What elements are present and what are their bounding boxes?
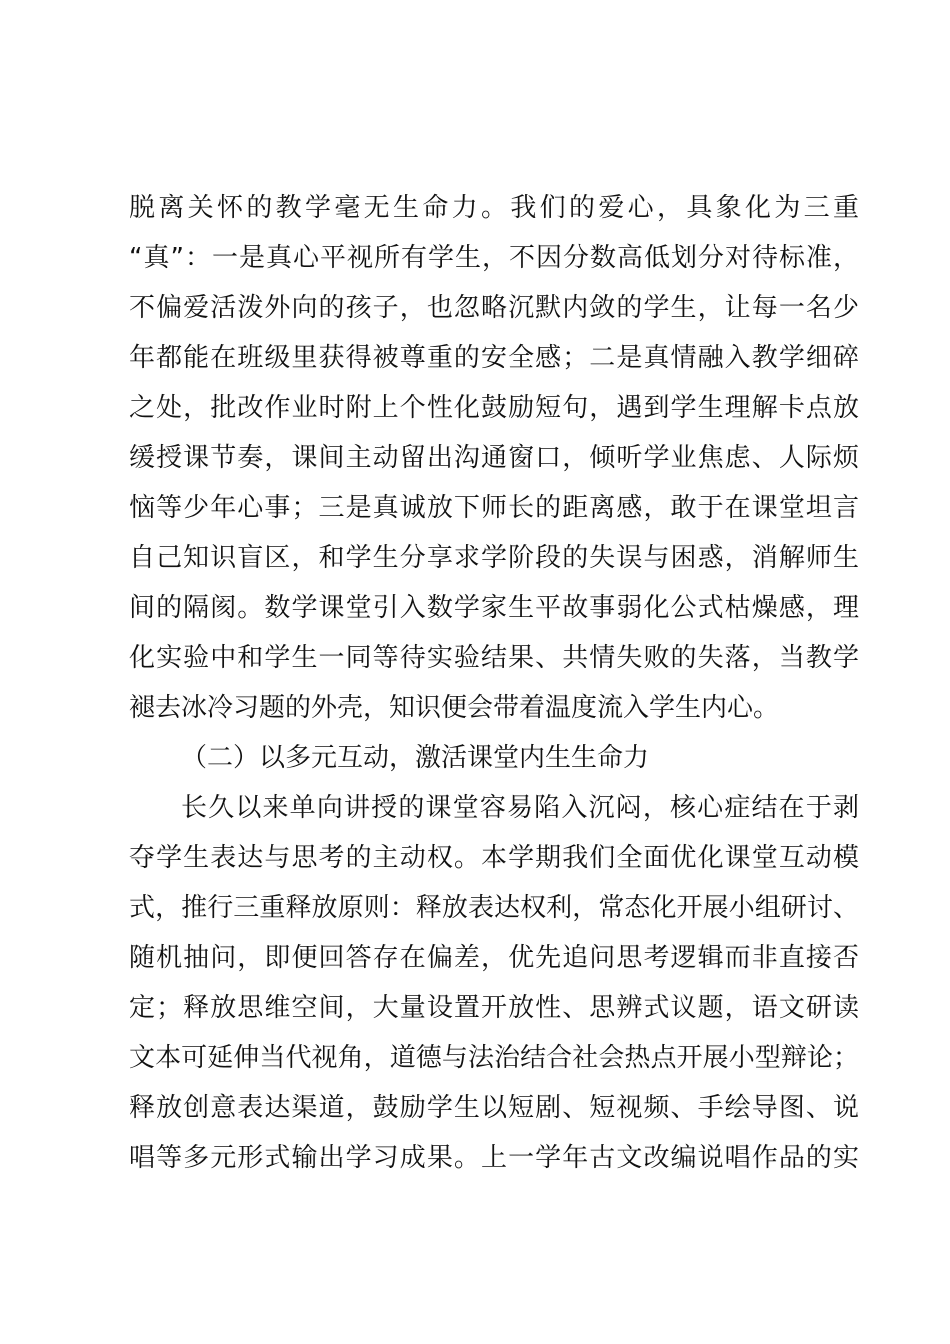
paragraph-2-line-2: 夺学生表达与思考的主动权。本学期我们全面优化课堂互动模 (129, 843, 859, 873)
paragraph-1-line-8: 自己知识盲区，和学生分享求学阶段的失误与困惑，消解师生 (129, 543, 859, 573)
paragraph-2-line-1: 长久以来单向讲授的课堂容易陷入沉闷，核心症结在于剥 (181, 793, 859, 823)
paragraph-1-line-11: 褪去冰冷习题的外壳，知识便会带着温度流入学生内心。 (129, 693, 780, 723)
paragraph-1-line-2: “真”：一是真心平视所有学生，不因分数高低划分对待标准， (129, 243, 859, 273)
paragraph-1-line-3: 不偏爱活泼外向的孩子，也忽略沉默内敛的学生，让每一名少 (129, 293, 859, 323)
paragraph-1-line-1: 脱离关怀的教学毫无生命力。我们的爱心，具象化为三重 (129, 193, 859, 223)
section-heading: （二）以多元互动，激活课堂内生生命力 (181, 743, 650, 773)
paragraph-2-line-8: 唱等多元形式输出学习成果。上一学年古文改编说唱作品的实 (129, 1143, 859, 1173)
document-body (129, 183, 859, 1183)
paragraph-2-line-5: 定；释放思维空间，大量设置开放性、思辨式议题，语文研读 (129, 993, 859, 1023)
paragraph-2-line-4: 随机抽问，即便回答存在偏差，优先追问思考逻辑而非直接否 (129, 943, 859, 973)
paragraph-2-line-7: 释放创意表达渠道，鼓励学生以短剧、短视频、手绘导图、说 (129, 1093, 859, 1123)
paragraph-1-line-5: 之处，批改作业时附上个性化鼓励短句，遇到学生理解卡点放 (129, 393, 859, 423)
paragraph-1-line-9: 间的隔阂。数学课堂引入数学家生平故事弱化公式枯燥感，理 (129, 593, 859, 623)
paragraph-1-line-7: 恼等少年心事；三是真诚放下师长的距离感，敢于在课堂坦言 (129, 493, 859, 523)
paragraph-1-line-10: 化实验中和学生一同等待实验结果、共情失败的失落，当教学 (129, 643, 859, 673)
paragraph-2-line-6: 文本可延伸当代视角，道德与法治结合社会热点开展小型辩论； (129, 1043, 859, 1073)
paragraph-1-line-4: 年都能在班级里获得被尊重的安全感；二是真情融入教学细碎 (129, 343, 859, 373)
paragraph-1-line-6: 缓授课节奏，课间主动留出沟通窗口，倾听学业焦虑、人际烦 (129, 443, 859, 473)
paragraph-2-line-3: 式，推行三重释放原则：释放表达权利，常态化开展小组研讨、 (129, 893, 859, 923)
